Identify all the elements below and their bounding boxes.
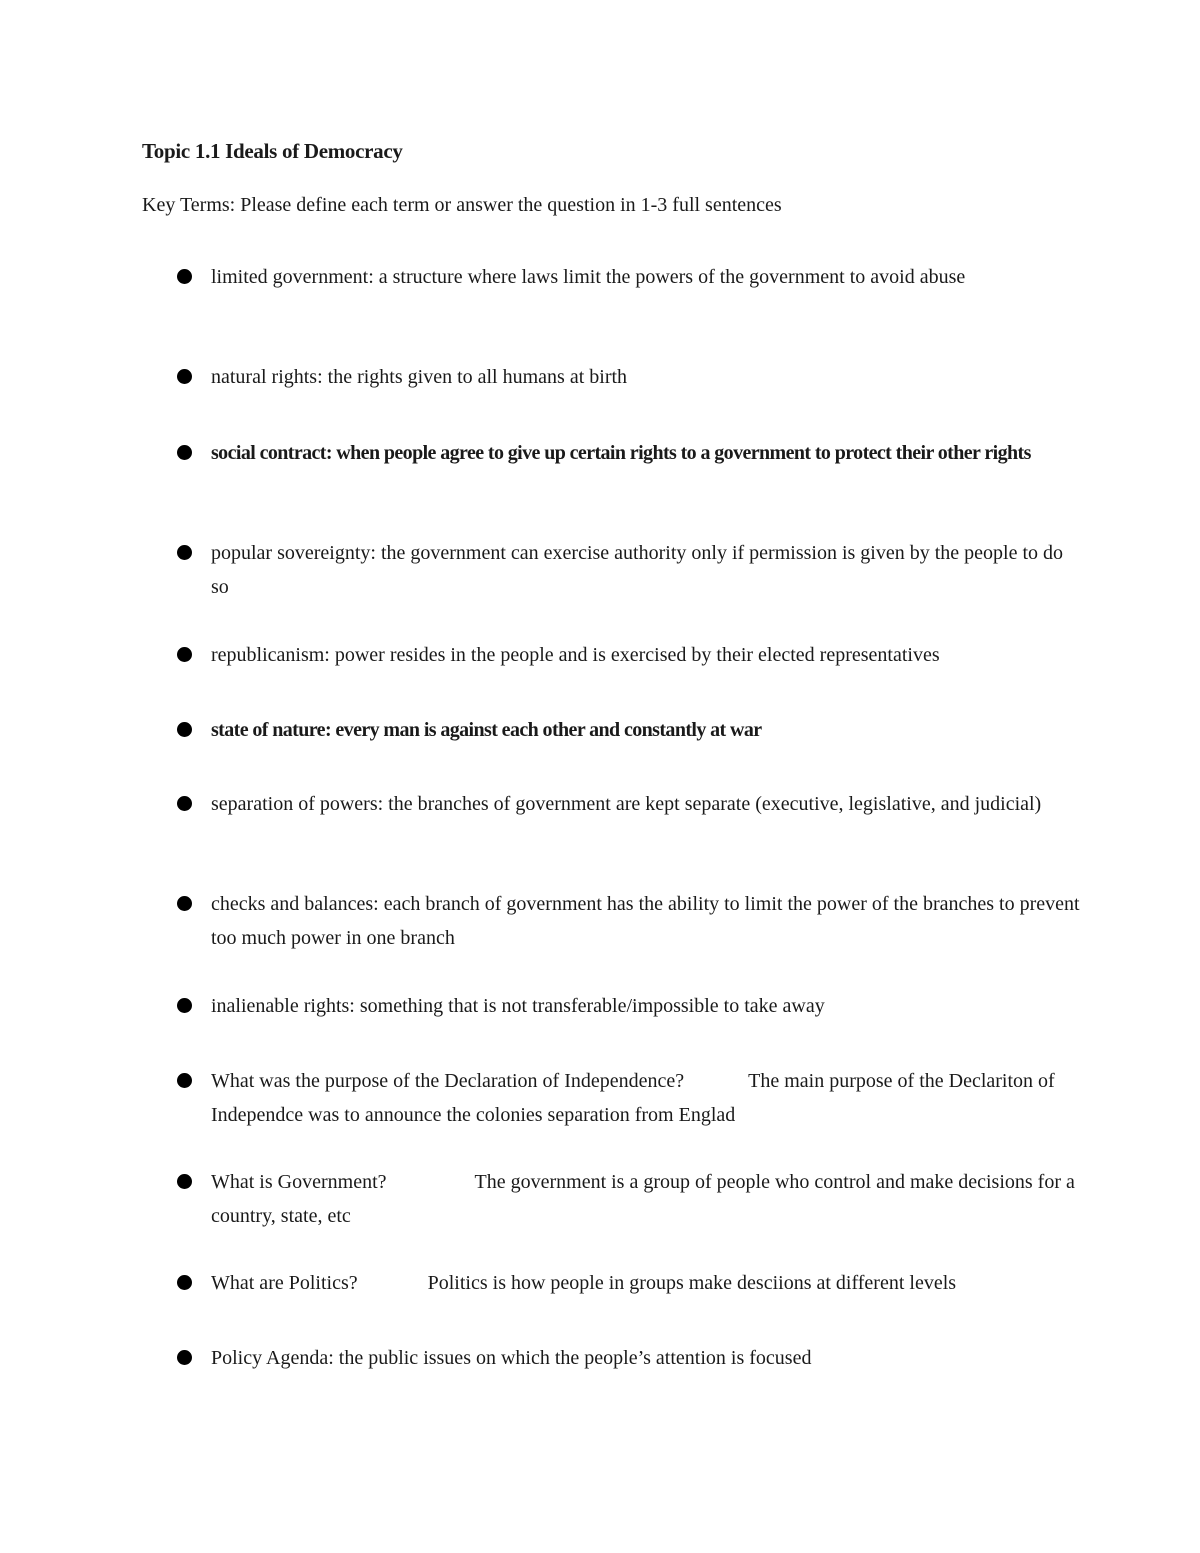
- term-text: natural rights: the rights given to all humans at birth: [211, 366, 628, 388]
- bullet-icon: [177, 545, 192, 560]
- instructions-text: Key Terms: Please define each term or answer the question in 1-3 full sentences: [142, 194, 782, 216]
- term-text: limited government: a structure where laws limit the powers of the government to avoid abuse: [211, 266, 966, 288]
- term-text: Policy Agenda: the public issues on which the people’s attention is focused: [211, 1347, 812, 1369]
- bullet-icon: [177, 896, 192, 911]
- term-text: checks and balances: each branch of government has the ability to limit the power of the branches to prevent too much power in one branch: [211, 893, 1080, 949]
- bullet-icon: [177, 1073, 192, 1088]
- term-text: inalienable rights: something that is not transferable/impossible to take away: [211, 995, 825, 1017]
- question-text: What are Politics?: [211, 1272, 358, 1294]
- bullet-icon: [177, 1174, 192, 1189]
- term-text: popular sovereignty: the government can exercise authority only if permission is given by the people to do so: [211, 542, 1064, 598]
- question-answer-text: [211, 1266, 1081, 1300]
- answer-text: The main purpose of the Declariton of Independce was to announce the colonies separation from Englad: [211, 1070, 1055, 1126]
- bullet-icon: [177, 796, 192, 811]
- term-text: republicanism: power resides in the people and is exercised by their elected representatives: [211, 644, 940, 666]
- bullet-icon: [177, 1275, 192, 1290]
- question-text: What is Government?: [211, 1171, 387, 1193]
- bullet-icon: [177, 1350, 192, 1365]
- question-answer-text: [211, 1165, 1081, 1233]
- bullet-icon: [177, 269, 192, 284]
- term-text: separation of powers: the branches of government are kept separate (executive, legislative, and judicial): [211, 793, 1042, 815]
- term-text: state of nature: every man is against each other and constantly at war: [211, 719, 762, 741]
- answer-text: Politics is how people in groups make desciions at different levels: [427, 1272, 957, 1294]
- bullet-icon: [177, 647, 192, 662]
- bullet-icon: [177, 998, 192, 1013]
- bullet-icon: [177, 722, 192, 737]
- term-text: social contract: when people agree to give up certain rights to a government to protect their other rights: [211, 442, 1031, 464]
- document-title: Topic 1.1 Ideals of Democracy: [142, 139, 403, 163]
- question-text: What was the purpose of the Declaration of Independence?: [211, 1070, 685, 1092]
- question-answer-text: [211, 1064, 1081, 1132]
- answer-text: The government is a group of people who control and make decisions for a country, state, etc: [211, 1171, 1075, 1227]
- bullet-icon: [177, 369, 192, 384]
- bullet-icon: [177, 445, 192, 460]
